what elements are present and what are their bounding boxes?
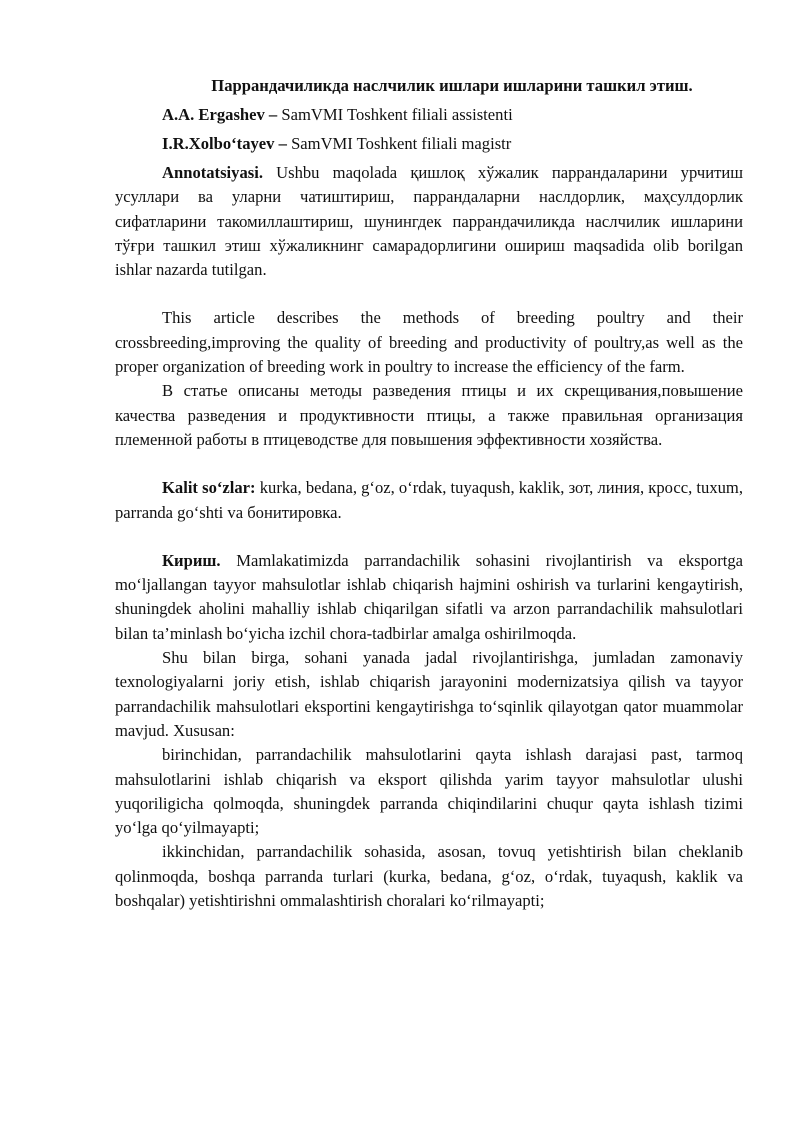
intro-label: Кириш. [162,550,221,570]
author-name-1: A.A. Ergashev – [162,105,278,124]
author-line-2 [115,132,743,156]
document-page [115,74,743,913]
intro-paragraph [115,549,743,646]
annotation-paragraph [115,161,743,282]
abstract-russian: В статье описаны методы разведения птицы и их скрещивания,повышение качества разведения и продуктивности птицы, а также правильная организация племенной работы в птицеводстве для повышения эффективности хозяйства. [115,381,743,449]
author-affiliation-2: SamVMI Toshkent filiali magistr [286,134,512,153]
abstract-english: This article describes the methods of breeding poultry and their crossbreeding,improving the quality of breeding and productivity of poultry,as well as the proper organization of breeding work in poultry to increase the efficiency of the farm. [115,308,743,377]
author-line-1 [115,103,743,127]
annotation-text: Ushbu maqolada қишлоқ хўжалик паррандаларини урчитиш усуллари ва уларни чатиштириш, паррандаларни наслдорлик, маҳсулдорлик сифатларини такомиллаштириш, шунингдек паррандачиликда наслчилик ишларини тўғри ташкил этиш хўжаликнинг самарадорлигини ошириш maqsadida olib borilgan ishlar nazarda tutilgan. [115,163,743,280]
keywords-text: kurka, bedana, g‘oz, o‘rdak, tuyaqush, kaklik, зот, линия, кросс, tuxum, parranda go‘shti va бонитировка. [115,478,743,522]
intro-text: Mamlakatimizda parrandachilik sohasini rivojlantirish va eksportga mo‘ljallangan tayyor mahsulotlar ishlab chiqarish hajmini oshirish va turlarini kengaytirish, shuningdek aholini mahalliy ishlab chiqarilgan sifatli va arzon parrandachilik mahsulotlari bilan ta’minlash bo‘yicha izchil chora-tadbirlar amalga oshirilmoqda. [115,550,743,643]
author-affiliation-1: SamVMI Toshkent filiali assistenti [277,105,513,124]
body-paragraph-1: Shu bilan birga, sohani yanada jadal rivojlantirishga, jumladan zamonaviy texnologiyalarni joriy etish, ishlab chiqarish jarayonini modernizatsiya qilish va tayyor parrandachilik mahsulotlari eksportini kengaytirishga to‘sqinlik qilayotgan qator muammolar mavjud. Xususan: [115,648,743,740]
body-paragraph-3: ikkinchidan, parrandachilik sohasida, asosan, tovuq yetishtirish bilan cheklanib qolinmoqda, boshqa parranda turlari (kurka, bedana, g‘oz, o‘rdak, tuyaqush, kaklik va boshqalar) yetishtirishni ommalashtirish choralari ko‘rilmayapti; [115,842,743,911]
paper-title: Паррандачиликда наслчилик ишлари ишларини ташкил этиш. [211,76,693,95]
annotation-label: Annotatsiyasi. [162,163,263,182]
author-name-2: I.R.Xolbo‘tayev – [162,134,287,153]
keywords-label: Kalit so‘zlar: [162,478,256,498]
keywords-paragraph [115,476,743,525]
body-paragraph-2: birinchidan, parrandachilik mahsulotlarini qayta ishlash darajasi past, tarmoq mahsulotlarini ishlab chiqarish va eksport qilishda yarim tayyor mahsulotlar ulushi yuqoriligicha qolmoqda, shuningdek parranda chiqindilarini chuqur qayta ishlash tizimi yo‘lga qo‘yilmayapti; [115,745,743,838]
